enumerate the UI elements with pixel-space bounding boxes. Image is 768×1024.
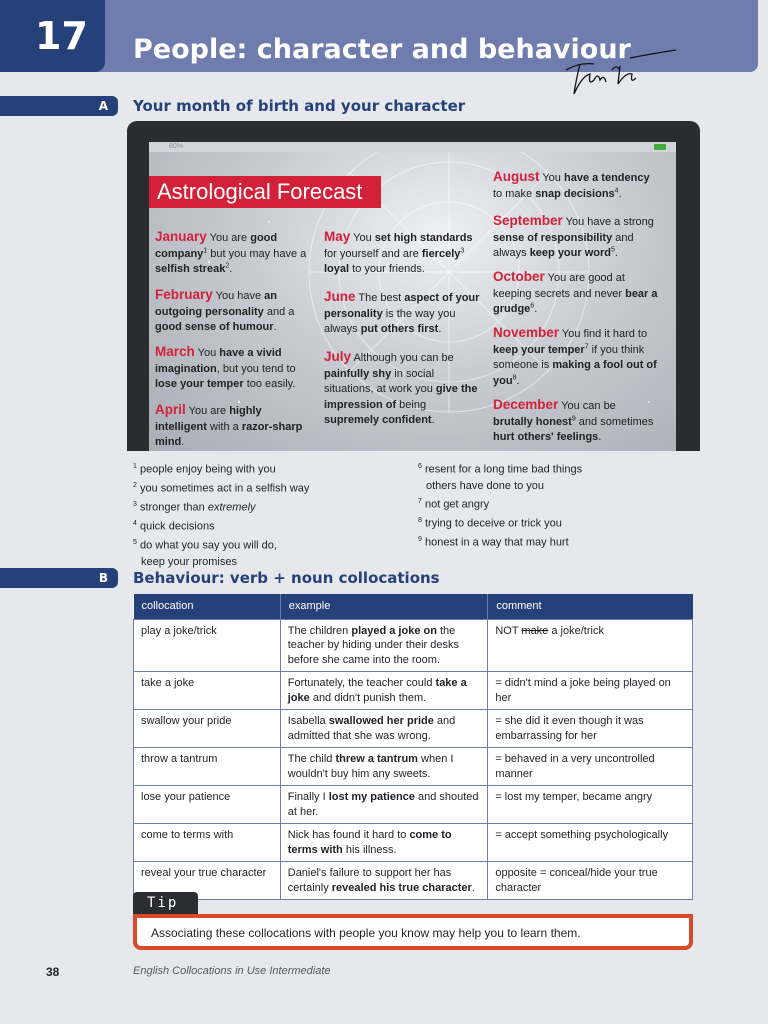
month-name: January [155, 229, 207, 244]
comment-cell: = didn't mind a joke being played on her [488, 672, 693, 710]
month-text: Although you can be painfully shy in social situations, at work you give the impression of being supremely confident. [324, 352, 478, 426]
month-december [493, 397, 658, 446]
column-header: example [280, 594, 488, 619]
unit-title: People: character and behaviour [133, 34, 631, 65]
footnote: $^6$ resent for a long time bad things [418, 463, 583, 476]
status-bar [149, 142, 676, 152]
column-header: comment [488, 594, 693, 619]
comment-cell: opposite = conceal/hide your true character [488, 862, 693, 900]
month-january [155, 229, 312, 278]
month-april [155, 402, 315, 451]
month-june [324, 289, 481, 338]
month-name: November [493, 325, 560, 340]
month-name: May [324, 229, 351, 244]
example-cell: Finally I lost my patience and shouted at her. [280, 786, 488, 824]
collocation-cell: play a joke/trick [134, 619, 281, 672]
month-text: You find it hard to keep your temper$^7$ if you think someone is making a fool out of you$^8$. [493, 328, 657, 387]
section-b-tab: B [0, 568, 118, 588]
month-text: You have a vivid imagination, but you tend to lose your temper too easily. [155, 347, 296, 390]
month-november [493, 325, 658, 389]
collocation-cell: swallow your pride [134, 710, 281, 748]
month-text: You have a tendency to make snap decisions$^4$. [493, 172, 650, 200]
table-row [134, 748, 693, 786]
section-b-heading: Behaviour: verb + noun collocations [133, 569, 440, 587]
battery-percent: 80% [169, 143, 184, 150]
forecast-title: Astrological Forecast [149, 176, 381, 208]
table-row [134, 672, 693, 710]
month-july [324, 349, 481, 429]
footnote: keep your promises [141, 555, 237, 568]
comment-cell: = lost my temper, became angry [488, 786, 693, 824]
month-text: You are highly intelligent with a razor-sharp mind. [155, 405, 303, 448]
footnote: $^9$ honest in a way that may hurt [418, 536, 569, 549]
page-number: 38 [46, 965, 60, 979]
footnote: $^1$ people enjoy being with you [133, 463, 276, 476]
battery-icon [654, 144, 666, 150]
comment-cell: = she did it even though it was embarrassing for her [488, 710, 693, 748]
section-a-heading: Your month of birth and your character [133, 97, 466, 115]
table-body [134, 619, 693, 900]
footnote: others have done to you [426, 479, 545, 492]
book-title: English Collocations in Use Intermediate [133, 965, 331, 977]
footnote: $^3$ stronger than extremely [133, 500, 256, 514]
table-header [134, 594, 693, 619]
collocation-cell: lose your patience [134, 786, 281, 824]
month-name: August [493, 169, 540, 184]
month-text: You are good company$^1$ but you may have a selfish streak$^2$. [155, 232, 307, 275]
month-name: March [155, 344, 195, 359]
month-name: June [324, 289, 356, 304]
month-text: You are good at keeping secrets and never bear a grudge$^6$. [493, 272, 658, 315]
month-may [324, 229, 481, 278]
table-row [134, 862, 693, 900]
footnote: $^7$ not get angry [418, 498, 490, 511]
comment-cell: = accept something psychologically [488, 824, 693, 862]
unit-number: 17 [0, 0, 105, 72]
month-name: September [493, 213, 563, 228]
table-row [134, 619, 693, 672]
footnote: $^5$ do what you say you will do, [133, 538, 277, 552]
tip-box: Associating these collocations with people you know may help you to learn them. [133, 914, 693, 950]
footnote: $^8$ trying to deceive or trick you [418, 517, 562, 530]
month-text: The best aspect of your personality is the way you always put others first. [324, 292, 480, 335]
collocation-table [133, 594, 693, 900]
month-october [493, 269, 658, 318]
collocation-cell: take a joke [134, 672, 281, 710]
footnotes-left [133, 459, 309, 570]
tip-label: Tip [133, 892, 198, 914]
footnote: $^2$ you sometimes act in a selfish way [133, 481, 310, 495]
example-cell: Daniel's failure to support her has certainly revealed his true character. [280, 862, 488, 900]
section-a-tab: A [0, 96, 118, 116]
month-august [493, 169, 658, 202]
month-text: You set high standards for yourself and are fiercely$^3$ loyal to your friends. [324, 232, 473, 275]
month-text: You have a strong sense of responsibility and always keep your word$^5$. [493, 216, 654, 259]
collocation-cell: reveal your true character [134, 862, 281, 900]
month-september [493, 213, 658, 262]
column-header: collocation [134, 594, 281, 619]
handwritten-signature [560, 40, 680, 100]
example-cell: The child threw a tantrum when I wouldn't buy him any sweets. [280, 748, 488, 786]
month-name: July [324, 349, 352, 364]
footnotes-right [418, 459, 582, 551]
example-cell: Fortunately, the teacher could take a joke and didn't punish them. [280, 672, 488, 710]
month-march [155, 344, 315, 393]
month-name: February [155, 287, 213, 302]
month-text: You can be brutally honest$^9$ and sometimes hurt others' feelings. [493, 400, 654, 443]
table-row [134, 710, 693, 748]
table-row [134, 786, 693, 824]
month-name: December [493, 397, 559, 412]
example-cell: The children played a joke on the teacher by hiding under their desks before she came into the room. [280, 619, 488, 672]
month-february [155, 287, 315, 336]
example-cell: Isabella swallowed her pride and admitted that she was wrong. [280, 710, 488, 748]
month-text: You have an outgoing personality and a good sense of humour. [155, 290, 295, 333]
month-name: April [155, 402, 186, 417]
collocation-cell: throw a tantrum [134, 748, 281, 786]
footnote: $^4$ quick decisions [133, 519, 215, 533]
collocation-cell: come to terms with [134, 824, 281, 862]
example-cell: Nick has found it hard to come to terms with his illness. [280, 824, 488, 862]
table-row [134, 824, 693, 862]
comment-cell: = behaved in a very uncontrolled manner [488, 748, 693, 786]
month-name: October [493, 269, 545, 284]
comment-cell: NOT make a joke/trick [488, 619, 693, 672]
